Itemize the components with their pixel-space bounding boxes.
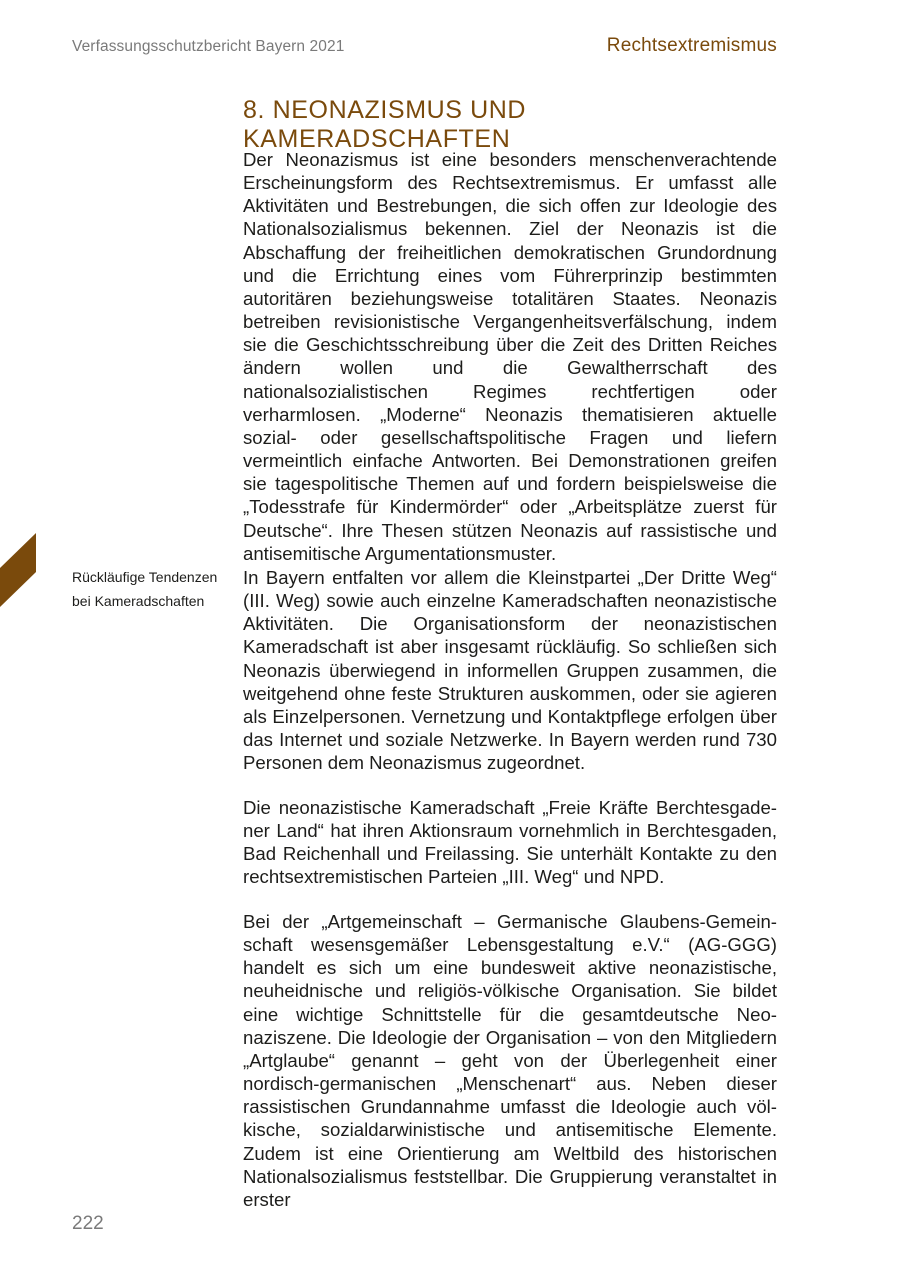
- running-head-chapter: Rechtsextremismus: [606, 35, 777, 56]
- body-paragraph: Bei der „Artgemeinschaft – Germanische Glaubens-Gemeinschaft wesensgemäßer Lebensgestaltung e.V.“ (AG-GGG) handelt es sich um eine bundesweit aktive neonazistische, neuheidnische und religiös-völkische Organisation. Sie bildet eine wichtige Schnittstelle für die gesamtdeutsche Neonaziszene. Die Ideologie der Organisation – von den Mitgliedern „Artglaube“ genannt – geht von der Überlegenheit einer nordisch-germanischen „Menschenart“ aus. Neben dieser rassistischen Grundannahme umfasst die Ideologie auch völkische, sozialdarwinistische und antisemitische Elemente. Zudem ist eine Orientierung am Weltbild des historischen Nationalsozialismus feststellbar. Die Gruppierung veranstaltet in erster: [243, 911, 777, 1210]
- margin-note: Rückläufige Tendenzen bei Kameradschaften: [72, 569, 218, 609]
- chapter-tab-marker: [0, 0, 40, 1276]
- running-head-publication: Verfassungsschutzbericht Bayern 2021: [72, 38, 345, 55]
- body-paragraph: In Bayern entfalten vor allem die Kleinstpartei „Der Dritte Weg“ (III. Weg) sowie auch einzelne Kameradschaften neonazistische Aktivitäten. Die Organisationsform der neonazistischen Kameradschaft ist aber insgesamt rückläufig. So schließen sich Neonazis überwiegend in informellen Gruppen zusammen, die weitgehend ohne feste Strukturen auskommen, oder sie agieren als Einzelpersonen. Vernetzung und Kontaktpflege erfolgen über das Internet und soziale Netzwerke. In Bayern werden rund 730 Personen dem Neonazismus zugeordnet.: [243, 567, 777, 774]
- page-number: 222: [72, 1213, 104, 1234]
- section-title: 8. NEONAZISMUS UND KAMERADSCHAFTEN: [243, 96, 527, 153]
- body-paragraph: Der Neonazismus ist eine besonders menschenverachtende Erscheinungsform des Rechtsextremismus. Er umfasst alle Aktivitäten und Bestrebungen, die sich offen zur Ideologie des Nationalsozialismus bekennen. Ziel der Neonazis ist die Abschaffung der freiheitlichen demokratischen Grundordnung und die Errichtung eines vom Führerprinzip bestimmten autoritären beziehungsweise totalitären Staates. Neonazis betreiben revisionistische Vergangenheitsverfälschung, indem sie die Geschichtsschreibung über die Zeit des Dritten Reiches ändern wollen und die Gewaltherrschaft des nationalsozialistischen Regimes rechtfertigen oder verharmlosen. „Moderne“ Neonazis thematisieren aktuelle sozial- oder gesellschaftspolitische Fragen und liefern vermeintlich einfache Antworten. Bei Demonstrationen greifen sie tagespolitische Themen auf und fordern beispielsweise die „Todesstrafe für Kindermörder“ oder „Arbeitsplätze zuerst für Deutsche“. Ihre Thesen stützen Neonazis auf rassistische und antisemitische Argumentationsmuster.: [243, 149, 777, 564]
- chapter-tab-shape: [0, 533, 36, 607]
- body-paragraph: Die neonazistische Kameradschaft „Freie Kräfte Berchtesgadener Land“ hat ihren Aktionsraum vornehmlich in Berchtesgaden, Bad Reichenhall und Freilassing. Sie unterhält Kontakte zu den rechtsextremistischen Parteien „III. Weg“ und NPD.: [243, 797, 777, 888]
